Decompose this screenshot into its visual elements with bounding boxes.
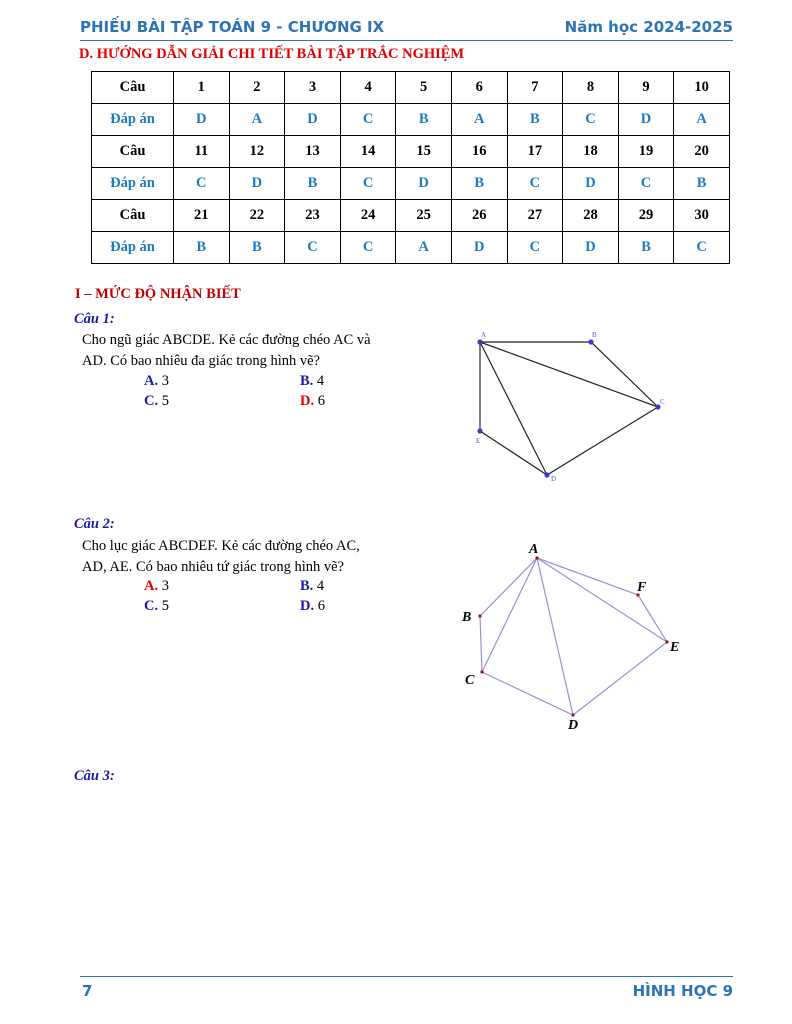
question-number-row: [92, 72, 730, 104]
question-2-text: [82, 536, 360, 578]
label-c: C: [660, 398, 665, 406]
answer-label: Đáp án: [92, 104, 174, 136]
answer-cell: A: [229, 104, 285, 136]
answer-cell: C: [285, 232, 341, 264]
header-rule: [80, 40, 733, 41]
question-number-cell: 24: [340, 200, 396, 232]
answer-cell: B: [618, 232, 674, 264]
answer-cell: D: [451, 232, 507, 264]
question-number-cell: 28: [563, 200, 619, 232]
question-2-line-1: Cho lục giác ABCDEF. Kẻ các đường chéo AC,: [82, 538, 360, 554]
question-number-cell: 13: [285, 136, 341, 168]
label-d: D: [551, 475, 557, 483]
question-number-cell: 18: [563, 136, 619, 168]
question-2-option-b[interactable]: B. 4: [300, 578, 325, 594]
question-1-option-a[interactable]: A. 3: [144, 373, 169, 389]
question-number-cell: 1: [174, 72, 230, 104]
question-1-option-c[interactable]: C. 5: [144, 393, 169, 409]
question-1-line-2: AD. Có bao nhiêu đa giác trong hình vẽ?: [82, 353, 320, 369]
vertex-e: [665, 640, 668, 643]
question-number-cell: 9: [618, 72, 674, 104]
label-b: B: [462, 610, 472, 625]
answer-cell: C: [507, 168, 563, 200]
answer-cell: C: [507, 232, 563, 264]
question-number-row: [92, 200, 730, 232]
vertex-d: [544, 472, 549, 477]
question-number-cell: 10: [674, 72, 730, 104]
answer-row: [92, 104, 730, 136]
question-2-line-2: AD, AE. Có bao nhiêu tứ giác trong hình vẽ?: [82, 559, 344, 575]
question-2-option-c[interactable]: C. 5: [144, 598, 169, 614]
answer-cell: D: [563, 168, 619, 200]
label-b: B: [592, 331, 597, 339]
answer-row: [92, 168, 730, 200]
vertex-c: [480, 670, 483, 673]
label-a: A: [481, 331, 487, 339]
question-number-cell: 21: [174, 200, 230, 232]
vertex-d: [571, 713, 574, 716]
question-number-cell: 22: [229, 200, 285, 232]
section-d-title: D. HƯỚNG DẪN GIẢI CHI TIẾT BÀI TẬP TRẮC NGHIỆM: [79, 46, 465, 62]
answer-cell: B: [674, 168, 730, 200]
vertex-b: [478, 614, 481, 617]
question-number-cell: 5: [396, 72, 452, 104]
label-f: F: [637, 580, 647, 595]
question-number-cell: 17: [507, 136, 563, 168]
diagonal-ad: [537, 558, 573, 715]
question-2-option-a[interactable]: A. 3: [144, 578, 169, 594]
answer-cell: C: [340, 104, 396, 136]
answer-cell: A: [674, 104, 730, 136]
question-number-cell: 25: [396, 200, 452, 232]
diagonal-ad: [480, 342, 547, 475]
footer-rule: [80, 976, 733, 977]
label-a: A: [529, 542, 539, 557]
vertex-a: [477, 339, 482, 344]
question-number-cell: 23: [285, 200, 341, 232]
question-number-cell: 19: [618, 136, 674, 168]
answer-cell: C: [563, 104, 619, 136]
header-title: PHIẾU BÀI TẬP TOÁN 9 - CHƯƠNG IX: [80, 18, 385, 36]
question-number-cell: 6: [451, 72, 507, 104]
pentagon-outline: [480, 342, 658, 475]
question-number-cell: 29: [618, 200, 674, 232]
answer-cell: D: [174, 104, 230, 136]
question-number-cell: 16: [451, 136, 507, 168]
question-number-cell: 4: [340, 72, 396, 104]
label-d: D: [568, 718, 579, 733]
question-number-cell: 20: [674, 136, 730, 168]
answer-cell: D: [618, 104, 674, 136]
pentagon-figure: [460, 325, 680, 495]
answer-cell: A: [396, 232, 452, 264]
hexagon-figure: [455, 535, 695, 735]
answer-cell: C: [674, 232, 730, 264]
answer-cell: D: [563, 232, 619, 264]
question-1-line-1: Cho ngũ giác ABCDE. Kẻ các đường chéo AC và: [82, 332, 371, 348]
answer-cell: D: [285, 104, 341, 136]
question-1-label: Câu 1:: [74, 311, 115, 327]
answer-label: Đáp án: [92, 168, 174, 200]
footer-subject: HÌNH HỌC 9: [632, 982, 733, 1000]
diagonal-ac: [482, 558, 537, 672]
answer-cell: A: [451, 104, 507, 136]
question-number-cell: 8: [563, 72, 619, 104]
question-1-option-d[interactable]: D. 6: [300, 393, 325, 409]
question-number-cell: 3: [285, 72, 341, 104]
vertex-b: [588, 339, 593, 344]
question-number-cell: 26: [451, 200, 507, 232]
answer-cell: C: [174, 168, 230, 200]
diagonal-ae: [537, 558, 667, 642]
label-e: E: [670, 640, 680, 655]
question-number-cell: 7: [507, 72, 563, 104]
section-1-title: I – MỨC ĐỘ NHẬN BIẾT: [75, 286, 241, 302]
question-2-option-d[interactable]: D. 6: [300, 598, 325, 614]
question-number-cell: 30: [674, 200, 730, 232]
question-number-label: Câu: [92, 136, 174, 168]
question-number-cell: 15: [396, 136, 452, 168]
vertex-e: [477, 428, 482, 433]
question-2-label: Câu 2:: [74, 516, 115, 532]
label-c: C: [465, 673, 475, 688]
answer-cell: B: [451, 168, 507, 200]
question-number-cell: 11: [174, 136, 230, 168]
answer-cell: C: [340, 168, 396, 200]
answer-cell: B: [285, 168, 341, 200]
answer-cell: B: [507, 104, 563, 136]
question-number-cell: 27: [507, 200, 563, 232]
question-number-cell: 14: [340, 136, 396, 168]
question-number-label: Câu: [92, 200, 174, 232]
answer-table: [91, 71, 730, 264]
diagonal-ac: [480, 342, 658, 407]
answer-row: [92, 232, 730, 264]
answer-cell: D: [396, 168, 452, 200]
question-3-label: Câu 3:: [74, 768, 115, 784]
question-number-cell: 12: [229, 136, 285, 168]
answer-cell: C: [618, 168, 674, 200]
answer-cell: C: [340, 232, 396, 264]
answer-cell: D: [229, 168, 285, 200]
answer-cell: B: [396, 104, 452, 136]
question-1-text: [82, 330, 371, 372]
label-e: E: [476, 437, 481, 445]
answer-cell: B: [229, 232, 285, 264]
question-number-label: Câu: [92, 72, 174, 104]
question-1-option-b[interactable]: B. 4: [300, 373, 325, 389]
answer-cell: B: [174, 232, 230, 264]
question-number-row: [92, 136, 730, 168]
answer-label: Đáp án: [92, 232, 174, 264]
page-number: 7: [82, 982, 93, 1000]
header-school-year: Năm học 2024-2025: [564, 18, 733, 36]
question-number-cell: 2: [229, 72, 285, 104]
